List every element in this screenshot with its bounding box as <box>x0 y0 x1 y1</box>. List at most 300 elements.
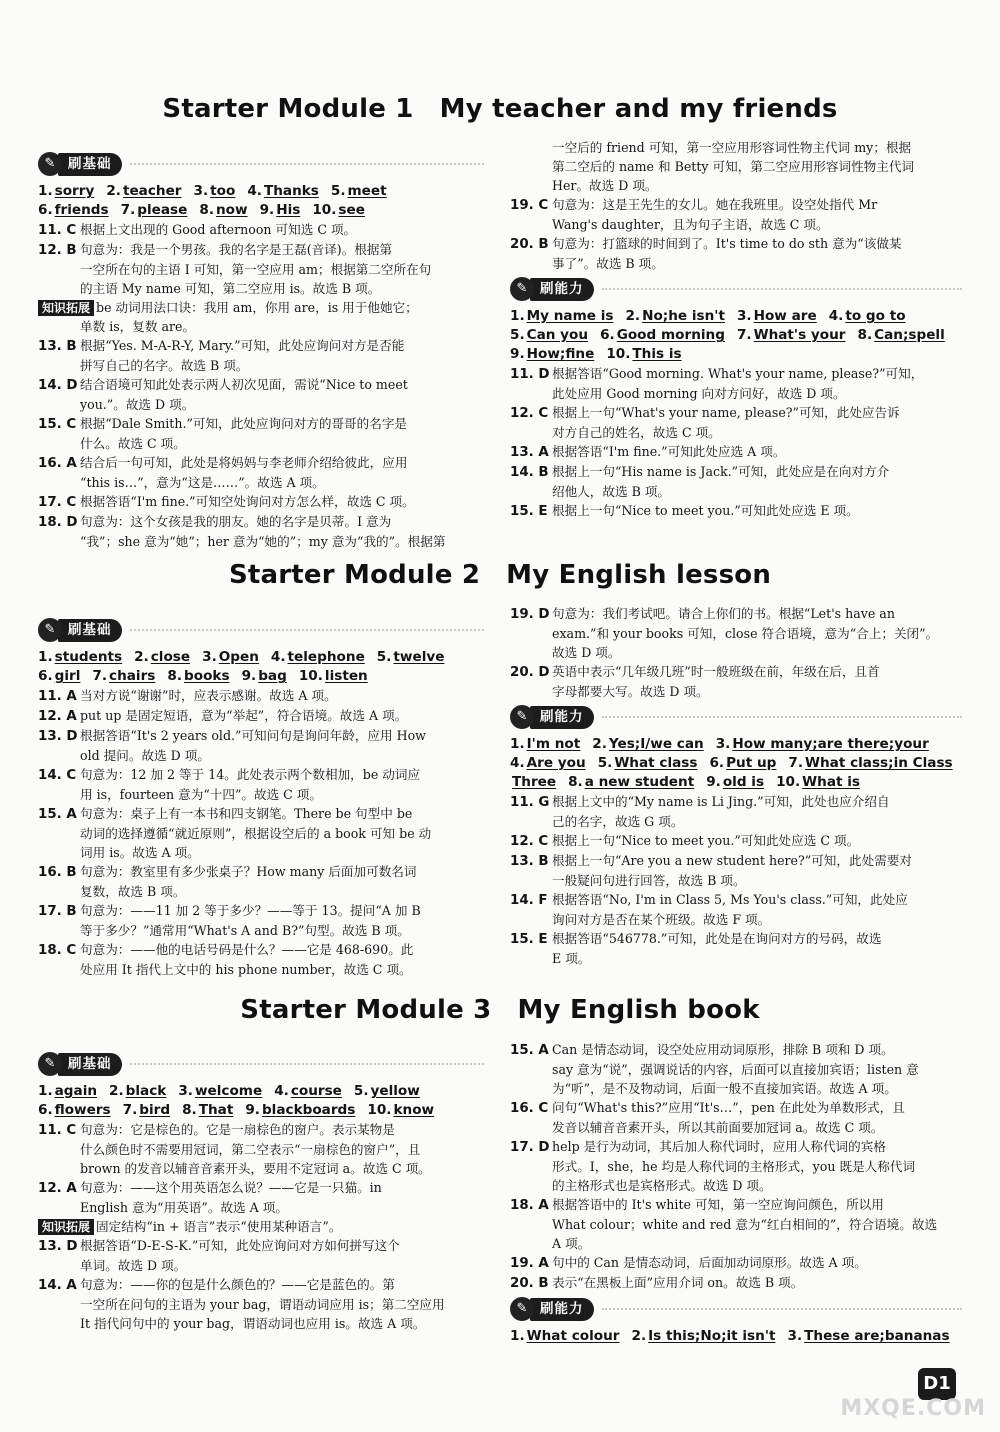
explanation-text: A 项。 <box>552 1236 591 1251</box>
explanation-line <box>38 473 484 492</box>
answer-number: 1. <box>510 1328 525 1344</box>
explanation-line <box>510 176 962 195</box>
explanation-line <box>510 1118 962 1137</box>
answer-number: 4. <box>270 649 286 665</box>
section-badge-basic <box>38 150 484 178</box>
question-number: 17. B <box>38 904 77 919</box>
section-badge-label: 刷基础 <box>58 153 122 176</box>
explanation-line <box>510 1253 962 1273</box>
question-number: 14. B <box>510 465 549 480</box>
answer-word: blackboards <box>261 1102 356 1118</box>
explanation-text: 句意为：——他的电话号码是什么？——它是 468-690。此 <box>80 942 414 957</box>
explanation-line <box>510 364 962 384</box>
question-number: 20. D <box>510 665 550 680</box>
answer-number: 3. <box>178 1083 193 1099</box>
answer-number: 3. <box>715 736 731 752</box>
section-badge-label: 刷基础 <box>58 1053 122 1076</box>
answer-word: students <box>54 649 123 665</box>
explanation-line <box>510 929 962 949</box>
explanation-text: be 动词用法口诀：我用 am，你用 are，is 用于他她它； <box>96 300 418 315</box>
explanation-text: 动词的选择遵循“就近原则”，根据设空后的 a book 可知 be 动 <box>80 826 432 841</box>
explanation-text: 绍他人，故选 B 项。 <box>552 484 671 499</box>
explanation-text: 根据“Dale Smith.”可知，此处应询问对方的哥哥的名字是 <box>80 416 408 431</box>
explanation-line <box>38 298 484 317</box>
explanation-line <box>510 157 962 176</box>
explanation-text: 句意为：这是王先生的女儿。她在我班里。设空处指代 Mr <box>552 197 878 212</box>
explanation-line <box>510 851 962 871</box>
explanation-line <box>38 1120 484 1140</box>
explanation-text: 对方自己的姓名，故选 C 项。 <box>552 425 721 440</box>
answer-number: 2. <box>134 649 149 665</box>
answer-number: 9. <box>241 668 257 684</box>
question-number: 13. B <box>38 339 77 354</box>
explanation-text: 固定结构“in + 语言”表示“使用某种语言”。 <box>96 1219 342 1234</box>
explanation-line <box>510 1079 962 1098</box>
answer-word: old is <box>722 774 765 790</box>
answer-number: 9. <box>245 1102 260 1118</box>
pen-icon: ✎ <box>510 705 534 729</box>
question-number: 11. A <box>38 689 77 704</box>
answer-word: books <box>184 668 230 684</box>
answer-number: 7. <box>122 1102 138 1118</box>
explanation-text: 根据上一句“Nice to meet you.”可知此处应选 E 项。 <box>552 503 859 518</box>
answer-row <box>38 1101 484 1120</box>
explanation-line <box>510 1040 962 1060</box>
answer-word: course <box>290 1083 342 1099</box>
explanation-text: 用 is，fourteen 意为“十四”。故选 C 项。 <box>80 787 322 802</box>
explanation-line <box>38 1217 484 1236</box>
explanation-text: 结合语境可知此处表示两人初次见面，需说“Nice to meet <box>80 377 408 392</box>
module-3-right-column <box>510 1040 962 1346</box>
answer-word: Thanks <box>263 183 319 199</box>
answer-row <box>510 326 962 345</box>
explanation-line <box>38 960 484 979</box>
question-number: 12. B <box>38 243 77 258</box>
answer-number: 7. <box>120 202 136 218</box>
explanation-text: What colour；white and red 意为“红白相间的”，符合语境。故选 <box>552 1217 938 1232</box>
answer-number: 3. <box>736 308 752 324</box>
explanation-text: 根据上一句“His name is Jack.”可知，此处应是在向对方介 <box>552 464 890 479</box>
section-badge-label: 刷能力 <box>530 1298 594 1321</box>
explanation-text: brown 的发音以辅音音素开头，要用不定冠词 a。故选 C 项。 <box>80 1161 431 1176</box>
answer-word: yellow <box>370 1083 420 1099</box>
answer-word: meet <box>347 183 387 199</box>
explanation-text: 句意为：我是一个男孩。我的名字是王磊(音译)。根据第 <box>80 242 393 257</box>
question-number: 18. D <box>38 515 78 530</box>
explanation-line <box>510 1098 962 1118</box>
explanation-line <box>510 215 962 234</box>
explanation-line <box>38 901 484 921</box>
answer-number: 1. <box>38 1083 53 1099</box>
explanation-text: 表示“在黑板上面”应用介词 on。故选 B 项。 <box>552 1275 804 1290</box>
question-number: 16. C <box>510 1101 549 1116</box>
answer-word: bird <box>139 1102 171 1118</box>
explanation-text: 根据上文出现的 Good afternoon 可知选 C 项。 <box>80 222 357 237</box>
question-number: 14. D <box>38 378 78 393</box>
explanation-line <box>38 1256 484 1275</box>
answer-number: 9. <box>259 202 275 218</box>
answer-word: My name is <box>526 308 614 324</box>
answer-number: 6. <box>38 1102 53 1118</box>
explanation-text: 第二空后的 name 和 Betty 可知，第二空应用形容词性物主代词 <box>552 159 915 174</box>
explanation-line <box>510 1195 962 1215</box>
module-1-number: Starter Module 1 <box>162 94 414 124</box>
explanation-line <box>38 434 484 453</box>
answer-word: What's your <box>753 327 846 343</box>
explanation-text: 根据答语“D-E-S-K.”可知，此处应询问对方如何拼写这个 <box>80 1238 400 1253</box>
explanation-text: 的主格形式也是宾格形式。故选 D 项。 <box>552 1178 772 1193</box>
answer-number: 7. <box>788 755 803 771</box>
question-number: 11. C <box>38 223 77 238</box>
explanation-line <box>510 624 962 643</box>
question-number: 20. B <box>510 1276 549 1291</box>
explanation-text: 英语中表示“几年级几班”时一般班级在前，年级在后，且首 <box>552 664 880 679</box>
explanation-text: 根据答语“I'm fine.”可知此处应选 A 项。 <box>552 444 786 459</box>
section-badge-basic <box>38 616 484 644</box>
explanation-text: 句意为：我们考试吧。请合上你们的书。根据“Let's have an <box>552 606 895 621</box>
answer-number: 1. <box>38 183 53 199</box>
module-1-left-column <box>38 148 484 551</box>
section-badge-ability <box>510 275 962 303</box>
explanation-text: 句中的 Can 是情态动词，后面加动词原形。故选 A 项。 <box>552 1255 867 1270</box>
explanation-line <box>38 512 484 532</box>
answer-row <box>510 735 962 754</box>
explanation-text: E 项。 <box>552 951 591 966</box>
explanation-text: 复数，故选 B 项。 <box>80 884 186 899</box>
explanation-line <box>38 1159 484 1178</box>
pen-icon: ✎ <box>38 1052 62 1076</box>
explanation-line <box>510 384 962 403</box>
answer-row <box>510 1327 962 1346</box>
explanation-text: 根据答语“546778.”可知，此处是在询问对方的号码，故选 <box>552 931 882 946</box>
explanation-text: It 指代问句中的 your bag，谓语动词也应用 is。故选 A 项。 <box>80 1316 426 1331</box>
explanation-line <box>38 706 484 726</box>
question-number: 13. B <box>510 854 549 869</box>
answer-number: 5. <box>330 183 346 199</box>
answer-word: How many;are there;your <box>732 736 929 752</box>
question-number: 12. A <box>38 709 77 724</box>
module-2-left-column <box>38 614 484 979</box>
answer-word: His <box>276 202 301 218</box>
explanation-line <box>38 240 484 260</box>
pen-icon: ✎ <box>38 618 62 642</box>
explanation-line <box>38 1178 484 1198</box>
answer-number: 4. <box>274 1083 289 1099</box>
explanation-text: 发音以辅音音素开头，所以其前面要加冠词 a。故选 C 项。 <box>552 1120 884 1135</box>
explanation-line <box>510 1157 962 1176</box>
dotted-rule <box>602 288 963 290</box>
explanation-line <box>510 234 962 254</box>
answer-number: 3. <box>202 649 217 665</box>
answer-number: 10. <box>298 668 323 684</box>
explanation-line <box>510 462 962 482</box>
explanation-text: 一空所在问句的主语为 your bag，谓语动词应用 is；第二空应用 <box>80 1297 445 1312</box>
explanation-text: 根据答语“It's 2 years old.”可知问句是询问年龄，应用 How <box>80 728 426 743</box>
module-1-name: My teacher and my friends <box>439 94 838 124</box>
explanation-text: “我”；she 意为“她”；her 意为“她的”；my 意为“我的”。根据第 <box>80 534 446 549</box>
answer-word: That <box>198 1102 234 1118</box>
answer-word: What colour <box>526 1328 620 1344</box>
watermark: MXQE.COM <box>840 1396 986 1421</box>
answer-word: a new student <box>584 774 695 790</box>
answer-number: 10. <box>606 346 631 362</box>
question-number: 16. A <box>38 456 77 471</box>
question-number: 12. C <box>510 406 549 421</box>
answer-number: 2. <box>625 308 641 324</box>
answer-number: 1. <box>38 649 53 665</box>
explanation-line <box>510 254 962 273</box>
answer-number: 10. <box>776 774 801 790</box>
explanation-line <box>38 453 484 473</box>
module-2-name: My English lesson <box>506 560 772 590</box>
question-number: 14. A <box>38 1278 77 1293</box>
section-badge-basic <box>38 1050 484 1078</box>
dotted-rule <box>130 1063 485 1065</box>
answer-number: 5. <box>510 327 525 343</box>
dotted-rule <box>130 629 485 631</box>
question-number: 14. C <box>38 768 77 783</box>
module-2-right-column <box>510 604 962 968</box>
explanation-line <box>510 871 962 890</box>
answer-number: 3. <box>193 183 209 199</box>
answer-number: 7. <box>92 668 108 684</box>
answer-word: too <box>210 183 236 199</box>
question-number: 12. C <box>510 834 549 849</box>
explanation-text: 的主语 My name 可知，第二空应用 is。故选 B 项。 <box>80 281 381 296</box>
explanation-line <box>510 1273 962 1293</box>
answer-word: again <box>54 1083 98 1099</box>
explanation-line <box>38 746 484 765</box>
explanation-line <box>38 726 484 746</box>
answer-row <box>510 307 962 326</box>
explanation-line <box>38 804 484 824</box>
explanation-text: 根据上一句“What's your name, please?”可知，此处应告诉 <box>552 405 900 420</box>
answer-word: How are <box>753 308 817 324</box>
explanation-line <box>38 785 484 804</box>
answer-word: This is <box>632 346 682 362</box>
answer-word: please <box>137 202 188 218</box>
explanation-line <box>38 375 484 395</box>
answer-word: now <box>215 202 248 218</box>
question-number: 11. C <box>38 1123 77 1138</box>
answer-word: Are you <box>526 755 586 771</box>
answer-word: What is <box>802 774 860 790</box>
answer-number: 4. <box>247 183 262 199</box>
answer-number: 6. <box>38 668 53 684</box>
explanation-line <box>38 414 484 434</box>
module-3-number: Starter Module 3 <box>240 995 492 1025</box>
explanation-text: say 意为“说”，强调说话的内容，后面可以直接加宾语；listen 意 <box>552 1062 919 1077</box>
explanation-text: 单词。故选 D 项。 <box>80 1258 187 1273</box>
explanation-line <box>38 882 484 901</box>
answer-word: flowers <box>54 1102 111 1118</box>
explanation-line <box>510 831 962 851</box>
explanation-text: 处应用 It 指代上文中的 his phone number，故选 C 项。 <box>80 962 412 977</box>
answer-word: I'm not <box>526 736 581 752</box>
pen-icon: ✎ <box>510 277 534 301</box>
module-2-number: Starter Module 2 <box>228 560 481 590</box>
explanation-line <box>38 1314 484 1333</box>
explanation-line <box>510 1234 962 1253</box>
question-number: 17. D <box>510 1140 550 1155</box>
answer-number: 8. <box>857 327 873 343</box>
explanation-text: Wang's daughter，且为句子主语，故选 C 项。 <box>552 217 829 232</box>
explanation-text: 句意为：这个女孩是我的朋友。她的名字是贝蒂。I 意为 <box>80 514 392 529</box>
answer-number: 6. <box>600 327 615 343</box>
explanation-text: 一空所在句的主语 I 可知，第一空应用 am；根据第二空所在句 <box>80 262 432 277</box>
explanation-line <box>510 442 962 462</box>
explanation-line <box>510 643 962 662</box>
explanation-text: 根据答语“Good morning. What's your name, please?”可知， <box>552 366 924 381</box>
answer-number: 8. <box>199 202 214 218</box>
answer-number: 10. <box>367 1102 392 1118</box>
answer-number: 5. <box>597 755 613 771</box>
explanation-line <box>38 1295 484 1314</box>
explanation-text: 什么。故选 C 项。 <box>80 436 186 451</box>
answer-word: welcome <box>194 1083 263 1099</box>
answer-number: 5. <box>376 649 392 665</box>
module-1-title <box>0 94 1000 124</box>
answer-word: girl <box>54 668 81 684</box>
question-number: 12. A <box>38 1181 77 1196</box>
explanation-line <box>510 423 962 442</box>
explanation-text: “this is…”，意为“这是……”。故选 A 项。 <box>80 475 325 490</box>
explanation-line <box>510 1215 962 1234</box>
explanation-line <box>38 220 484 240</box>
answer-row <box>38 648 484 667</box>
explanation-text: 词用 is。故选 A 项。 <box>80 845 200 860</box>
explanation-line <box>38 492 484 512</box>
module-1-right-column <box>510 138 962 521</box>
explanation-text: 为“听”，是不及物动词，后面一般不直接加宾语。故选 A 项。 <box>552 1081 897 1096</box>
explanation-line <box>510 662 962 682</box>
question-number: 13. A <box>510 445 549 460</box>
explanation-line <box>38 921 484 940</box>
answer-number: 1. <box>510 308 525 324</box>
explanation-line <box>38 317 484 336</box>
answer-number: 7. <box>736 327 752 343</box>
explanation-text: 一般疑问句进行回答，故选 B 项。 <box>552 873 746 888</box>
knowledge-tip-badge: 知识拓展 <box>38 300 94 316</box>
answer-word: teacher <box>122 183 182 199</box>
explanation-text: 事了”。故选 B 项。 <box>552 256 664 271</box>
dotted-rule <box>130 163 485 165</box>
answer-word: black <box>125 1083 167 1099</box>
explanation-line <box>510 949 962 968</box>
answer-row <box>510 773 962 792</box>
question-number: 14. F <box>510 893 548 908</box>
section-badge-label: 刷基础 <box>58 619 122 642</box>
answer-number: 6. <box>38 202 53 218</box>
answer-number: 3. <box>787 1328 803 1344</box>
explanation-line <box>510 1176 962 1195</box>
explanation-text: 根据“Yes. M-A-R-Y, Mary.”可知，此处应询问对方是否能 <box>80 338 405 353</box>
explanation-text: 一空后的 friend 可知，第一空应用形容词性物主代词 my；根据 <box>552 140 912 155</box>
answer-row <box>38 667 484 686</box>
explanation-text: 己的名字，故选 G 项。 <box>552 814 684 829</box>
explanation-line <box>38 395 484 414</box>
answer-word: No;he isn't <box>642 308 725 324</box>
module-3-left-column <box>38 1048 484 1333</box>
explanation-line <box>38 336 484 356</box>
explanation-line <box>510 501 962 521</box>
module-3-name: My English book <box>517 995 760 1025</box>
answer-word: close <box>150 649 191 665</box>
explanation-line <box>38 824 484 843</box>
question-number: 15. A <box>38 807 77 822</box>
answer-word: Is this;No;it isn't <box>648 1328 776 1344</box>
explanation-text: 字母都要大写。故选 D 项。 <box>552 684 709 699</box>
answer-row <box>38 1082 484 1101</box>
answer-number: 2. <box>106 183 121 199</box>
explanation-text: 当对方说“谢谢”时，应表示感谢。故选 A 项。 <box>80 688 337 703</box>
module-3-title <box>0 995 1000 1025</box>
answer-word: What class;in Class <box>805 755 953 771</box>
explanation-text: 根据答语“No, I'm in Class 5, Ms You's class.”可知，此处应 <box>552 892 908 907</box>
explanation-line <box>38 356 484 375</box>
explanation-line <box>38 1236 484 1256</box>
question-number: 19. C <box>510 198 549 213</box>
answer-word: Put up <box>726 755 777 771</box>
answer-word: Good morning <box>616 327 725 343</box>
question-number: 20. B <box>510 237 549 252</box>
page-number: D1 <box>918 1368 956 1400</box>
answer-word: twelve <box>393 649 445 665</box>
explanation-text: 等于多少？”通常用“What's A and B?”句型。故选 B 项。 <box>80 923 410 938</box>
answer-word: Yes;I/we can <box>608 736 704 752</box>
explanation-line <box>510 604 962 624</box>
explanation-text: 什么颜色时不需要用冠词，第二空表示“一扇棕色的窗户”，且 <box>80 1142 421 1157</box>
explanation-line <box>38 532 484 551</box>
section-badge-ability <box>510 1295 962 1323</box>
explanation-text: Can 是情态动词，设空处应用动词原形，排除 B 项和 D 项。 <box>552 1042 894 1057</box>
answer-row <box>510 345 962 364</box>
explanation-text: you.”。故选 D 项。 <box>80 397 195 412</box>
answer-word: see <box>338 202 365 218</box>
module-2-title <box>0 560 1000 590</box>
answer-word: Open <box>218 649 259 665</box>
explanation-text: 根据答语中的 It's white 可知，第一空应询问颜色，所以用 <box>552 1197 884 1212</box>
explanation-text: 结合后一句可知，此处是将妈妈与李老师介绍给彼此，应用 <box>80 455 408 470</box>
answer-number: 8. <box>167 668 183 684</box>
answer-row <box>38 201 484 220</box>
answer-number: 8. <box>182 1102 197 1118</box>
question-number: 11. G <box>510 795 550 810</box>
question-number: 18. C <box>38 943 77 958</box>
answer-word: How;fine <box>526 346 595 362</box>
explanation-line <box>510 792 962 812</box>
answer-number: 9. <box>706 774 721 790</box>
question-number: 16. B <box>38 865 77 880</box>
section-badge-label: 刷能力 <box>530 278 594 301</box>
pen-icon: ✎ <box>38 152 62 176</box>
answer-number: 10. <box>312 202 337 218</box>
explanation-line <box>510 1137 962 1157</box>
answer-number: 6. <box>709 755 725 771</box>
answer-word: sorry <box>54 183 95 199</box>
explanation-text: 形式。I，she，he 均是人称代词的主格形式，you 既是人称代词 <box>552 1159 916 1174</box>
question-number: 13. D <box>38 729 78 744</box>
question-number: 19. A <box>510 1256 549 1271</box>
answer-number: 2. <box>592 736 607 752</box>
explanation-text: help 是行为动词，其后加人称代词时，应用人称代词的宾格 <box>552 1139 886 1154</box>
explanation-text: 根据答语“I'm fine.”可知空处询问对方怎么样，故选 C 项。 <box>80 494 415 509</box>
answer-word: chairs <box>109 668 156 684</box>
section-badge-ability <box>510 703 962 731</box>
dotted-rule <box>602 716 963 718</box>
explanation-text: exam.”和 your books 可知，close 符合语境，意为“合上；关闭”。 <box>552 626 939 641</box>
explanation-line <box>38 279 484 298</box>
